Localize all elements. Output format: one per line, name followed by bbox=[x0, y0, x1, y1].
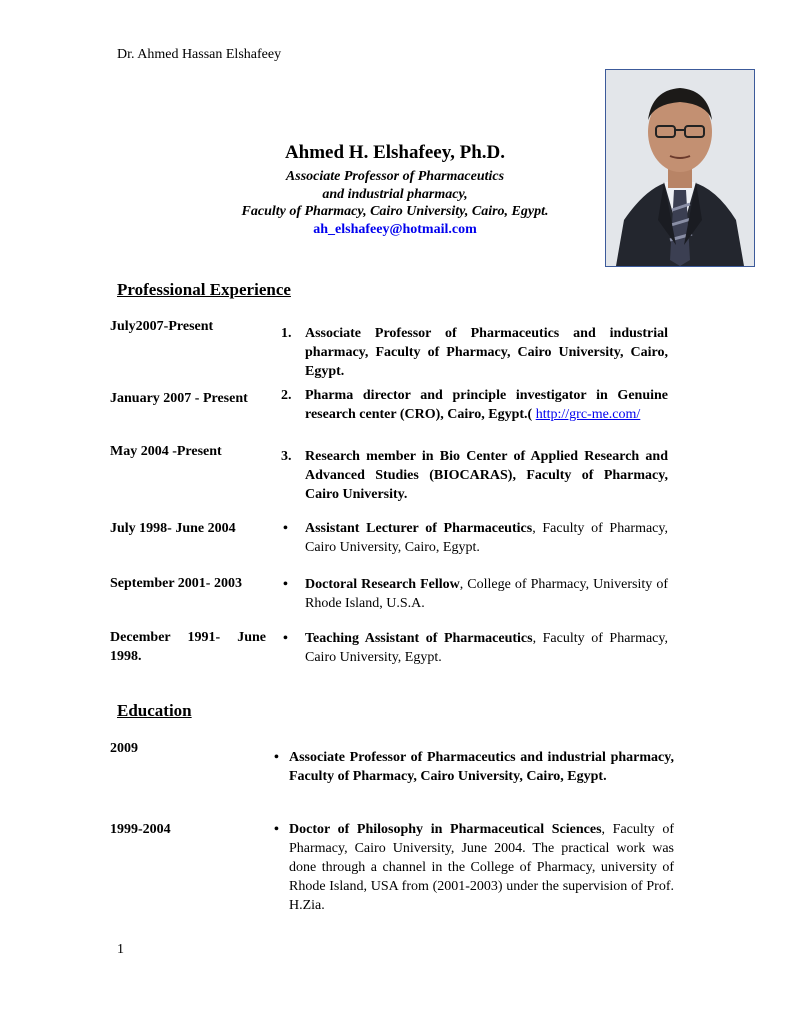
bullet-icon: • bbox=[283, 521, 288, 536]
experience-item bbox=[281, 324, 668, 381]
experience-item bbox=[283, 519, 668, 557]
experience-title: Associate Professor of Pharmaceutics and industrial pharmacy, Faculty of Pharmacy, Cairo University, Cairo, Egypt. bbox=[305, 326, 668, 379]
profile-name: Ahmed H. Elshafeey, Ph.D. bbox=[284, 142, 506, 163]
education-item bbox=[274, 748, 674, 786]
profile-block bbox=[180, 141, 610, 239]
experience-title: Pharma director and principle investigator in Genuine research center (CRO), Cairo, Egypt.( bbox=[305, 388, 668, 422]
experience-title: Teaching Assistant of Pharmaceutics bbox=[305, 631, 533, 646]
experience-title: Assistant Lecturer of Pharmaceutics bbox=[305, 521, 533, 536]
education-date: 1999-2004 bbox=[110, 822, 171, 837]
education-heading: Education bbox=[117, 701, 192, 720]
bullet-icon: • bbox=[274, 750, 279, 765]
experience-date: December 1991- June 1998. bbox=[110, 630, 266, 664]
education-title: Doctor of Philosophy in Pharmaceutical Sciences bbox=[289, 822, 602, 837]
profile-photo bbox=[605, 69, 755, 267]
experience-detail: , Faculty of Pharmacy, Cairo University, Cairo, Egypt. bbox=[305, 521, 668, 555]
profile-email-link[interactable]: ah_elshafeey@hotmail.com bbox=[313, 221, 477, 237]
running-header: Dr. Ahmed Hassan Elshafeey bbox=[117, 47, 282, 62]
bullet-icon: • bbox=[274, 822, 279, 837]
experience-detail: , College of Pharmacy, University of Rhode Island, U.S.A. bbox=[305, 577, 668, 611]
experience-detail: , Faculty of Pharmacy, Cairo University, Egypt. bbox=[305, 631, 668, 665]
experience-title: Research member in Bio Center of Applied Research and Advanced Studies (BIOCARAS), Faculty of Pharmacy, Cairo University. bbox=[305, 449, 668, 502]
experience-item bbox=[281, 447, 668, 504]
list-number: 2. bbox=[281, 388, 292, 403]
experience-item bbox=[283, 629, 668, 667]
profile-title-line-3: Faculty of Pharmacy, Cairo University, Cairo, Egypt. bbox=[241, 204, 549, 219]
profile-title-line-2: and industrial pharmacy, bbox=[322, 186, 468, 202]
experience-item bbox=[283, 575, 668, 613]
bullet-icon: • bbox=[283, 631, 288, 646]
education-item bbox=[274, 820, 674, 915]
bullet-icon: • bbox=[283, 577, 288, 592]
experience-date: September 2001- 2003 bbox=[110, 576, 242, 591]
education-date: 2009 bbox=[110, 741, 138, 756]
experience-title: Doctoral Research Fellow bbox=[305, 577, 460, 592]
experience-date: January 2007 - Present bbox=[110, 391, 248, 406]
list-number: 3. bbox=[281, 449, 292, 464]
website-link[interactable]: http://grc-me.com/ bbox=[535, 407, 641, 422]
page-number: 1 bbox=[117, 942, 124, 957]
experience-heading: Professional Experience bbox=[117, 280, 291, 299]
experience-item bbox=[281, 386, 668, 424]
education-title: Associate Professor of Pharmaceutics and industrial pharmacy, Faculty of Pharmacy, Cairo University, Cairo, Egypt. bbox=[289, 750, 674, 784]
experience-date: July 1998- June 2004 bbox=[110, 521, 236, 536]
experience-date: May 2004 -Present bbox=[110, 444, 222, 459]
education-detail: , Faculty of Pharmacy, Cairo University, June 2004. The practical work was done through a channel in the College of Pharmacy, university of Rhode Island, USA from (2001-2003) under the supervision of Prof. H.Zia. bbox=[289, 822, 674, 913]
profile-title-line-1: Associate Professor of Pharmaceutics bbox=[285, 169, 505, 184]
experience-date: July2007-Present bbox=[110, 319, 214, 334]
list-number: 1. bbox=[281, 326, 292, 341]
